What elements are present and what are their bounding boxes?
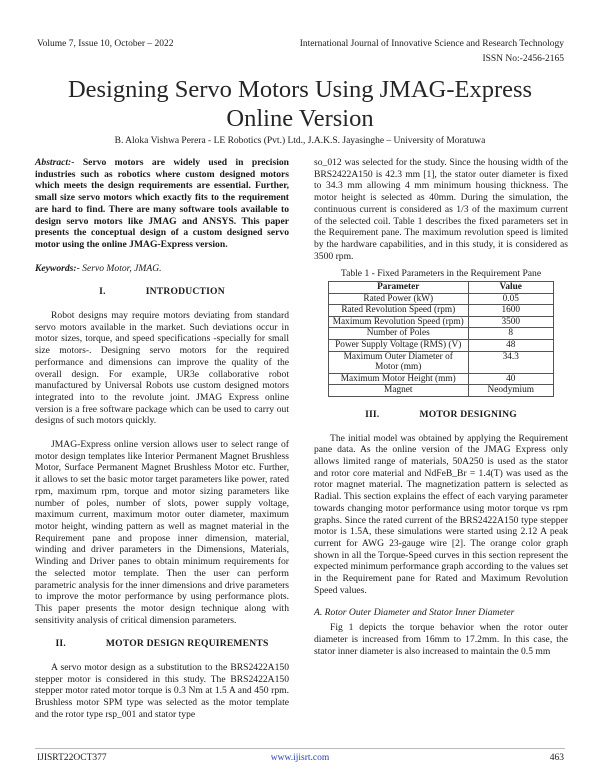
footer-paper-id: IJISRT22OCT377	[37, 753, 107, 763]
table-cell: Maximum Motor Height (mm)	[329, 373, 469, 385]
table-cell: Rated Power (kW)	[329, 293, 469, 305]
table-cell: 34.3	[468, 351, 554, 373]
requirements-paragraph-2: so_012 was selected for the study. Since the housing width of the BRS2422A150 is 42.3 mm [1], the stator outer diameter is fixed to 34.3 mm allowing 4 mm minimum housing thickness. The motor height is selected as 40mm. During the simulation, the continuous current is considered as 1/3 of the maximum current of the selected coil. Table 1 describes the fixed parameters set in the Requirement pane. The maximum revolution speed is limited by the hardware capabilities, and in this study, it is considered as 3500 rpm.	[314, 157, 568, 262]
abstract-text: Servo motors are widely used in precision industries such as robotics where custom designed motors which meets the design requirements are essential. Further, small size servo motors which exactly fits to the requirement are hard to find. There are many software tools available to design servo motors like JMAG and ANSYS. This paper presents the conceptual design of a custom designed servo motor using the online JMAG-Express version.	[35, 157, 289, 250]
section-heading-introduction	[35, 286, 289, 298]
header-volume: Volume 7, Issue 10, October – 2022	[37, 39, 174, 49]
section-title: INTRODUCTION	[145, 286, 225, 298]
table-cell: Maximum Outer Diameter of Motor (mm)	[329, 351, 469, 373]
table-cell: Power Supply Voltage (RMS) (V)	[329, 340, 469, 352]
table-row	[329, 316, 554, 328]
table-row	[329, 293, 554, 305]
section-title: MOTOR DESIGNING	[419, 408, 517, 420]
section-number: III.	[365, 408, 380, 420]
footer-website-link[interactable]: www.ijisrt.com	[270, 753, 330, 763]
paper-title-line1: Designing Servo Motors Using JMAG-Express	[67, 76, 533, 103]
intro-paragraph-1: Robot designs may require motors deviating from standard servo motors available in the market. Such deviations occur in motor sizes, torque, and speed specifications -specially for small size motors-. Designing servo motors for the required performance and dimensions can improve the quality of the overall design. For example, UR3e collaborative robot manufactured by Universal Robots use custom designed motors integrated into to the revolute joint. JMAG Express online version is a free software package which can be used to carry out designs of such motors quickly.	[35, 310, 289, 427]
right-column	[314, 157, 568, 657]
table-header-row	[329, 282, 554, 294]
paper-title	[0, 75, 600, 133]
table-cell: 3500	[468, 316, 554, 328]
keywords-text: Servo Motor, JMAG.	[79, 262, 162, 274]
table-row	[329, 385, 554, 397]
table-cell: 0.05	[468, 293, 554, 305]
table-row	[329, 340, 554, 352]
requirements-paragraph-1: A servo motor design as a substitution to the BRS2422A150 stepper motor is considered in this study. The BRS2422A150 stepper motor rated motor torque is 0.3 Nm at 1.5 A and 450 rpm. Brushless motor SPM type was selected as the motor template and the rotor type rsp_001 and stator type	[35, 662, 289, 720]
designing-paragraph-1: The initial model was obtained by applying the Requirement pane data. As the online version of the JMAG Express only allows limited range of materials, 50A250 is used as the stator and rotor core material and NdFeB_Br = 1.4(T) was used as the rotor magnet material. The magnetization pattern is selected as Radial. This section explains the effect of each varying parameter towards changing motor performance using motor torque vs rpm graphs. Since the rated current of the BRS2422A150 type stepper motor is 1.5A, these simulations were started using 2.12 A peak current for AWG 23-gauge wire [2]. The orange color graph shown in all the Torque-Speed curves in this section represent the expected minimum performance graph according to the values set in the Requirement pane for Rated and Maximum Revolution Speed values.	[314, 432, 568, 596]
table-cell: 40	[468, 373, 554, 385]
table-row	[329, 373, 554, 385]
keywords	[35, 263, 289, 275]
subsection-heading: A. Rotor Outer Diameter and Stator Inner Diameter	[314, 606, 515, 618]
abstract-label: Abstract:-	[35, 157, 75, 168]
author-line: B. Aloka Vishwa Perera - LE Robotics (Pvt.) Ltd., J.A.K.S. Jayasinghe – University of Moratuwa	[114, 136, 486, 146]
section-number: I.	[99, 286, 106, 298]
table-caption: Table 1 - Fixed Parameters in the Requirement Pane	[340, 268, 542, 280]
table-cell: 48	[468, 340, 554, 352]
table-cell: 8	[468, 328, 554, 340]
section-number: II.	[55, 638, 66, 650]
table-cell: Maximum Revolution Speed (rpm)	[329, 316, 469, 328]
footer-divider	[35, 748, 565, 749]
section-title: MOTOR DESIGN REQUIREMENTS	[105, 638, 269, 650]
table-cell: Magnet	[329, 385, 469, 397]
table-row	[329, 305, 554, 317]
table-cell: Neodymium	[468, 385, 554, 397]
table-header-cell: Value	[468, 282, 554, 294]
paper-title-line2: Online Version	[226, 105, 374, 132]
table-row	[329, 351, 554, 373]
header-journal: International Journal of Innovative Science and Research Technology	[299, 39, 564, 49]
section-heading-motor-designing	[314, 409, 568, 421]
table-cell: Rated Revolution Speed (rpm)	[329, 305, 469, 317]
table-cell: 1600	[468, 305, 554, 317]
table-row	[329, 328, 554, 340]
footer-page-number: 463	[549, 753, 564, 763]
left-column	[35, 157, 289, 721]
designing-paragraph-2: Fig 1 depicts the torque behavior when the rotor outer diameter is increased from 16mm to 17.2mm. In this case, the stator inner diameter is also increased to maintain the 0.5 mm	[314, 622, 568, 657]
abstract	[35, 157, 289, 251]
section-heading-requirements	[35, 638, 289, 650]
table-header-cell: Parameter	[329, 282, 469, 294]
fixed-parameters-table	[328, 281, 554, 397]
header-issn: ISSN No:-2456-2165	[482, 54, 564, 64]
table-cell: Number of Poles	[329, 328, 469, 340]
keywords-label: Keywords:-	[35, 262, 80, 274]
intro-paragraph-2: JMAG-Express online version allows user to select range of motor design templates like Interior Permanent Magnet Brushless Motor, Surface Permanent Magnet Brushless Motor etc. Further, it allows to set the basic motor target parameters like power, rated rpm, maximum rpm, torque and motor sizing parameters like number of poles, number of slots, power supply voltage, maximum current, maximum motor outer diameter, maximum motor height, winding pattern as well as magnet material in the Requirement pane and propose inner dimension, material, winding and driver parameters in the Dimensions, Materials, Winding and Driver panes to obtain minimum requirements for the selected motor template. Then the user can perform parametric analysis for the inner dimensions and drive parameters to improve the motor performance by using performance plots. This paper presents the motor design technique along with sensitivity analysis of critical dimension parameters.	[35, 439, 289, 626]
